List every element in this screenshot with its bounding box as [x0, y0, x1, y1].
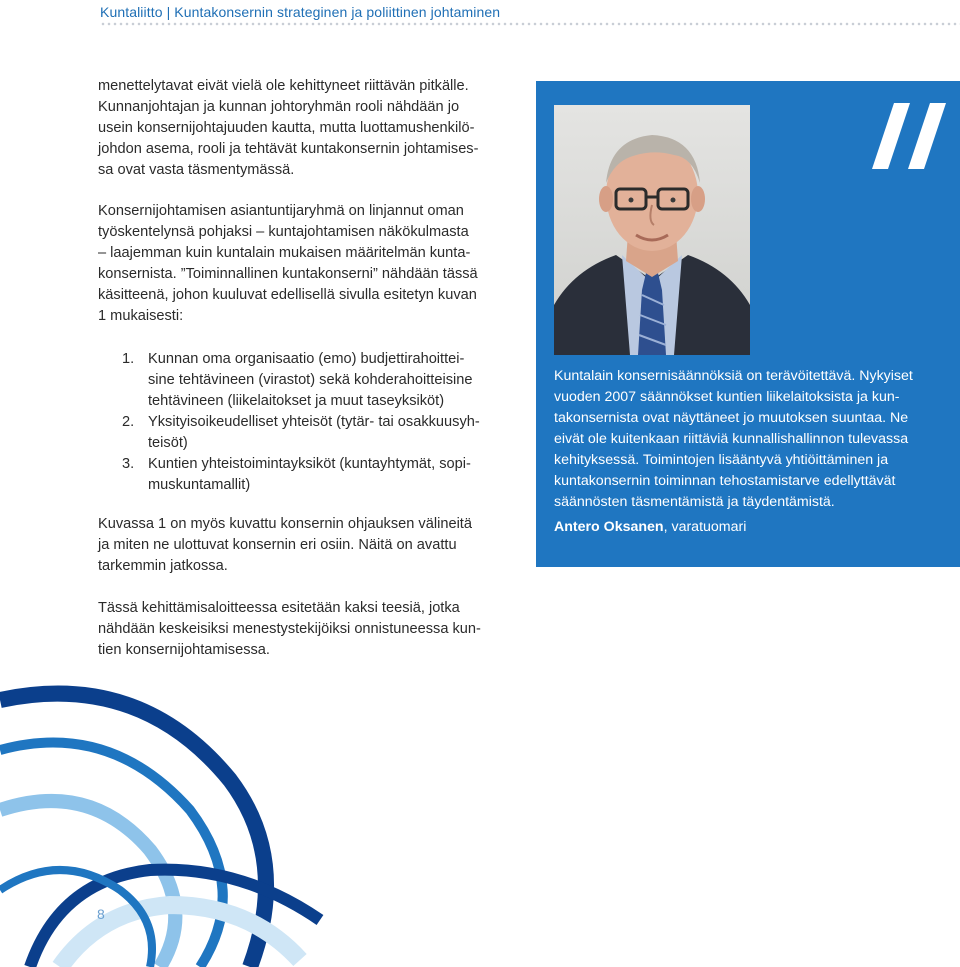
text-line: 1 mukaisesti: — [98, 308, 184, 324]
list-number: 1. — [122, 351, 135, 367]
text-line: Kunnan oma organisaatio (emo) budjettirahoittei- — [148, 351, 465, 367]
text-line: muskuntamallit) — [148, 477, 251, 493]
text-line: Kunnanjohtajan ja kunnan johtoryhmän rooli nähdään jo — [98, 99, 460, 115]
text-line: teisöt) — [148, 435, 188, 451]
text-line: työskentelynsä pohjaksi – kuntajohtamisen näkökulmasta — [98, 224, 469, 240]
running-header: Kuntaliitto | Kuntakonsernin strateginen ja poliittinen johtaminen — [100, 4, 501, 20]
text-line: johdon asema, rooli ja tehtävät kuntakonsernin johtamises- — [98, 141, 479, 157]
text-line: tien konsernijohtamisessa. — [98, 642, 270, 658]
text-line: Konsernijohtamisen asiantuntijaryhmä on linjannut oman — [98, 203, 464, 219]
text-line: usein konsernijohtajuuden kautta, mutta luottamushenkilö- — [98, 120, 475, 136]
list-item — [98, 454, 518, 496]
text-line: kehityksessä. Toimintojen lisääntyvä yhtiöittäminen ja — [554, 452, 889, 468]
text-line: säännösten täsmentämistä ja täydentämistä. — [554, 494, 835, 510]
quote-author — [554, 517, 954, 538]
text-line: tehtävineen (liikelaitokset ja muut taseyksiköt) — [148, 393, 445, 409]
portrait-photo — [554, 105, 750, 355]
text-line: Kuntalain konsernisäännöksiä on terävöitettävä. Nykyiset — [554, 368, 913, 384]
text-line: eivät ole kuitenkaan riittäviä kunnallishallinnon tulevassa — [554, 431, 909, 447]
text-line: käsitteenä, johon kuuluvat edellisellä sivulla esitetyn kuvan — [98, 287, 477, 303]
text-line: Kuvassa 1 on myös kuvattu konsernin ohjauksen välineitä — [98, 516, 472, 532]
text-line: – laajemman kuin kuntalain mukaisen määritelmän kunta- — [98, 245, 471, 261]
text-line: ja miten ne ulottuvat konsernin eri osiin. Näitä on avattu — [98, 537, 457, 553]
numbered-list — [98, 349, 518, 496]
paragraph-figure-reference — [98, 514, 518, 577]
page-number: 8 — [97, 906, 105, 922]
text-line: Kuntien yhteistoimintayksiköt (kuntayhtymät, sopi- — [148, 456, 471, 472]
text-line: Tässä kehittämisaloitteessa esitetään kaksi teesiä, jotka — [98, 600, 460, 616]
text-line: konsernista. ”Toiminnallinen kuntakonserni” nähdään tässä — [98, 266, 478, 282]
text-line: takonsernista ovat näyttäneet jo muutoksen suuntaa. Ne — [554, 410, 909, 426]
list-number: 3. — [122, 456, 135, 472]
paragraph-intro — [98, 76, 518, 181]
list-item — [98, 412, 518, 454]
text-line: sa ovat vasta täsmentymässä. — [98, 162, 295, 178]
text-line: nähdään keskeisiksi menestystekijöiksi onnistuneessa kun- — [98, 621, 481, 637]
author-title: , varatuomari — [663, 519, 747, 535]
list-item — [98, 349, 518, 412]
quote-mark-icon — [872, 103, 946, 169]
author-name: Antero Oksanen — [554, 519, 664, 535]
list-number: 2. — [122, 414, 135, 430]
paragraph-theses — [98, 598, 518, 661]
header-dotted-rule — [100, 22, 960, 26]
text-line: vuoden 2007 säännökset kuntien liikelaitoksista ja kun- — [554, 389, 900, 405]
text-line: tarkemmin jatkossa. — [98, 558, 228, 574]
quote-text — [554, 366, 954, 513]
text-line: Yksityisoikeudelliset yhteisöt (tytär- tai osakkuusyh- — [148, 414, 480, 430]
decorative-swirl-graphic — [0, 660, 340, 967]
quote-box — [536, 81, 960, 567]
text-line: menettelytavat eivät vielä ole kehittyneet riittävän pitkälle. — [98, 78, 469, 94]
text-line: kuntakonsernin toiminnan tehostamistarve edellyttävät — [554, 473, 896, 489]
text-line: sine tehtävineen (virastot) sekä kohderahoitteisine — [148, 372, 473, 388]
paragraph-expert-group — [98, 201, 518, 327]
portrait-illustration — [554, 105, 750, 355]
